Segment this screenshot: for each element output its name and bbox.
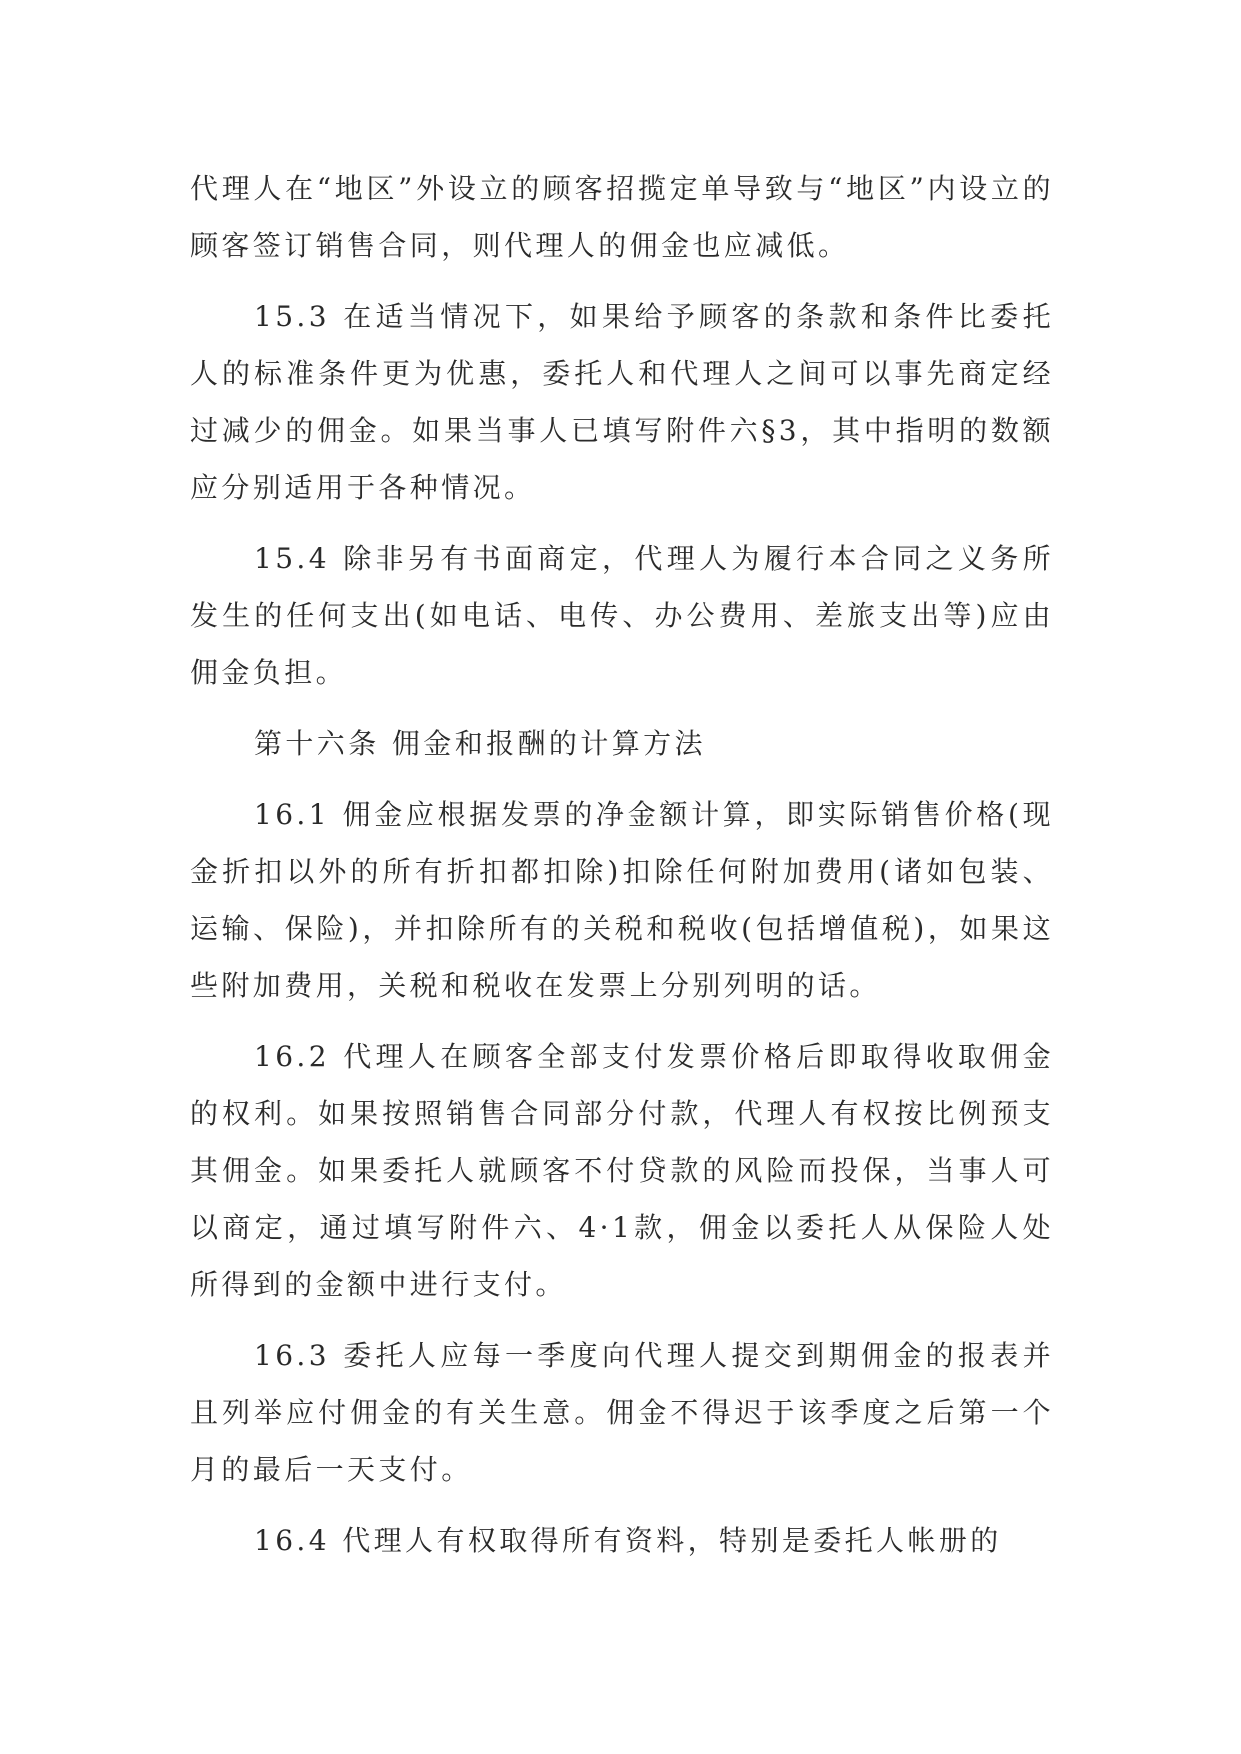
document-body	[190, 160, 1054, 1583]
paragraph-16-3: 16.3 委托人应每一季度向代理人提交到期佣金的报表并且列举应付佣金的有关生意。佣金不得迟于该季度之后第一个月的最后一天支付。	[190, 1339, 1054, 1486]
paragraph-15-4: 15.4 除非另有书面商定，代理人为履行本合同之义务所发生的任何支出(如电话、电传、办公费用、差旅支出等)应由佣金负担。	[190, 542, 1054, 689]
paragraph-16-2: 16.2 代理人在顾客全部支付发票价格后即取得收取佣金的权利。如果按照销售合同部分付款，代理人有权按比例预支其佣金。如果委托人就顾客不付贷款的风险而投保，当事人可以商定，通过填写附件六、4·1款，佣金以委托人从保险人处所得到的金额中进行支付。	[190, 1040, 1054, 1301]
paragraph-16-1: 16.1 佣金应根据发票的净金额计算，即实际销售价格(现金折扣以外的所有折扣都扣除)扣除任何附加费用(诸如包装、运输、保险)，并扣除所有的关税和税收(包括增值税)，如果这些附加费用，关税和税收在发票上分别列明的话。	[190, 798, 1054, 1002]
paragraph-15-3: 15.3 在适当情况下，如果给予顾客的条款和条件比委托人的标准条件更为优惠，委托人和代理人之间可以事先商定经过减少的佣金。如果当事人已填写附件六§3，其中指明的数额应分别适用于各种情况。	[190, 300, 1054, 504]
article-16-heading: 第十六条 佣金和报酬的计算方法	[254, 727, 706, 760]
paragraph-commission-reduction-continued: 代理人在“地区”外设立的顾客招揽定单导致与“地区”内设立的顾客签订销售合同，则代理人的佣金也应减低。	[190, 172, 1054, 262]
paragraph-16-4: 16.4 代理人有权取得所有资料，特别是委托人帐册的	[254, 1524, 1002, 1557]
